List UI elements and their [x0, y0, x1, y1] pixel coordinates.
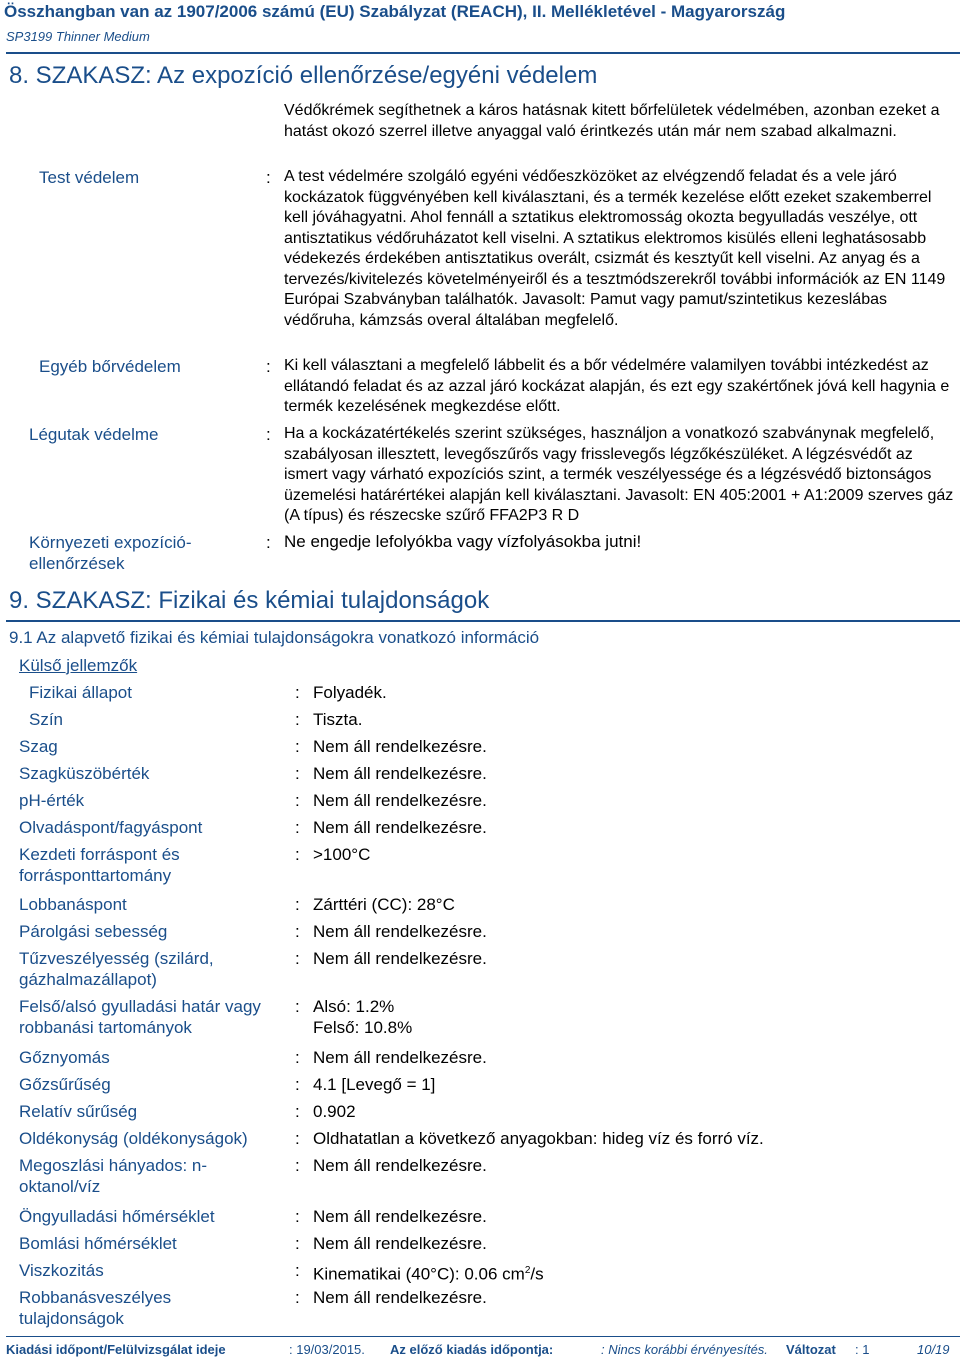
footer-version-value: : 1	[855, 1342, 870, 1357]
prop-value: Nem áll rendelkezésre.	[313, 1288, 487, 1307]
label-other-skin: Egyéb bőrvédelem	[39, 357, 181, 376]
prop-value: Tiszta.	[313, 710, 363, 729]
section9-divider	[6, 620, 960, 622]
external-characteristics-link[interactable]: Külső jellemzők	[19, 656, 138, 675]
colon: :	[295, 710, 300, 729]
prop-value: Folyadék.	[313, 683, 387, 702]
prop-label: Párolgási sebesség	[19, 922, 168, 941]
prop-label: Tűzveszélyesség (szilárd, gázhalmazállapot)	[19, 949, 214, 989]
text-body-protection: A test védelmére szolgáló egyéni védőeszközöket az elvégzendő feladat és a vele járó kockázatok függvényében kell kiválasztani, és a termék kezelése előtt ezeket szakemberrel kell jóváhagyatni. Ahol fennáll a sztatikus elektromosság okozta begyulladás veszélye, ott antisztatikus védőruházatot kell viselni. A sztatikus elektromos kisülés elleni leghatásosabb védekezés érdekében antisztatikus overált, csizmát és kesztyűt kell viselni. Az anyag és a tervezés/kivitelezés követelményeiről és a tesztmódszerekről további információk az EN 1149 Európai Szabványban találhatók. Javasolt: Pamut vagy pamut/szintetikus kezeslábas védőruha, kámzsás overal általában megfelelő.	[284, 168, 946, 329]
prop-label: Olvadáspont/fagyáspont	[19, 818, 203, 837]
colon: :	[295, 1207, 300, 1226]
prop-label: Kezdeti forráspont és forrásponttartomány	[19, 845, 180, 885]
prop-value: Nem áll rendelkezésre.	[313, 1234, 487, 1253]
footer-version-label: Változat	[786, 1342, 836, 1357]
prop-value: 0.902	[313, 1102, 356, 1121]
label-environmental: Környezeti expozíció-ellenőrzések	[29, 533, 192, 573]
prop-label: pH-érték	[19, 791, 85, 810]
colon: :	[266, 425, 271, 444]
prop-label: Fizikai állapot	[29, 683, 132, 702]
prop-label: Szag	[19, 737, 58, 756]
prop-label: Robbanásveszélyes tulajdonságok	[19, 1288, 172, 1328]
prop-value: Kinematikai (40°C): 0.06 $cm^2/s$	[313, 1264, 544, 1284]
colon: :	[295, 1102, 300, 1121]
text-respiratory: Ha a kockázatértékelés szerint szükséges, használjon a vonatkozó szabványnak megfelelő, szabályosan illesztett, levegőszűrős vagy frisslevegős légzőkészüléket. A légzésvédőt az ismert vagy várható expozíciós szint, a termék veszélyessége és a légzésvédő biztonságos üzemelési határértékei alapján kell kiválasztani. Javasolt: EN 405:2001 + A1:2009 szerves gáz (A típus) és részecske szűrő FFA2P3 R D	[284, 425, 954, 524]
section8-intro: Védőkrémek segíthetnek a káros hatásnak kitett bőrfelületek védelmében, azonban ezeket a hatást okozó szerrel illetve anyaggal való érintkezés után már nem szabad alkalmazni.	[284, 102, 940, 140]
footer-page: 10/19	[917, 1342, 950, 1357]
prop-label: Megoszlási hányados: n-oktanol/víz	[19, 1156, 208, 1196]
colon: :	[266, 357, 271, 376]
colon: :	[295, 683, 300, 702]
prop-value: Oldhatatlan a következő anyagokban: hideg víz és forró víz.	[313, 1129, 764, 1148]
colon: :	[295, 1075, 300, 1094]
prop-value: Zárttéri (CC): 28°C	[313, 895, 455, 914]
prop-value: Nem áll rendelkezésre.	[313, 737, 487, 756]
footer-date-label: Kiadási időpont/Felülvizsgálat ideje	[6, 1342, 226, 1357]
prop-value: 4.1 [Levegő = 1]	[313, 1075, 436, 1094]
prop-value: Felső: 10.8%	[313, 1018, 413, 1037]
colon: :	[266, 533, 271, 552]
prop-label: Relatív sűrűség	[19, 1102, 138, 1121]
prop-label: Gőzsűrűség	[19, 1075, 111, 1094]
colon: :	[295, 1048, 300, 1067]
colon: :	[295, 818, 300, 837]
colon: :	[295, 1288, 300, 1307]
footer-prev-value: : Nincs korábbi érvényesítés.	[601, 1342, 768, 1357]
prop-label: Viszkozitás	[19, 1261, 104, 1280]
text-other-skin: Ki kell választani a megfelelő lábbelit és a bőr védelmére valamilyen további intézkedést az ellátandó feladat és az azzal járó kockázat alapján, és ezt egy szakértőnek jóvá kell hagynia e termék kezelésének megkezdése előtt.	[284, 357, 950, 415]
prop-label: Szín	[29, 710, 64, 729]
prop-value: Nem áll rendelkezésre.	[313, 922, 487, 941]
prop-value: Nem áll rendelkezésre.	[313, 764, 487, 783]
prop-value: Nem áll rendelkezésre.	[313, 791, 487, 810]
footer-date-value: : 19/03/2015.	[289, 1342, 365, 1357]
prop-value: Nem áll rendelkezésre.	[313, 818, 487, 837]
colon: :	[266, 168, 271, 187]
colon: :	[295, 1156, 300, 1175]
label-body-protection: Test védelem	[39, 168, 140, 187]
prop-value: >100°C	[313, 845, 371, 864]
prop-label: Lobbanáspont	[19, 895, 127, 914]
footer-prev-label: Az előző kiadás időpontja:	[390, 1342, 554, 1357]
section9-subtitle: 9.1 Az alapvető fizikai és kémiai tulajdonságokra vonatkozó információ	[9, 628, 540, 647]
colon: :	[295, 1234, 300, 1253]
prop-value: Nem áll rendelkezésre.	[313, 949, 487, 968]
regulation-title: Összhangban van az 1907/2006 számú (EU) Szabályzat (REACH), II. Mellékletével - Magyarország	[4, 2, 786, 21]
text-environmental: Ne engedje lefolyókba vagy vízfolyásokba jutni!	[284, 532, 642, 551]
prop-label: Szagküszöbérték	[19, 764, 150, 783]
prop-label: Felső/alsó gyulladási határ vagy robbanási tartományok	[19, 997, 261, 1037]
colon: :	[295, 997, 300, 1016]
colon: :	[295, 737, 300, 756]
prop-value: Alsó: 1.2%	[313, 997, 395, 1016]
prop-label: Oldékonyság (oldékonyságok)	[19, 1129, 248, 1148]
prop-label: Öngyulladási hőmérséklet	[19, 1207, 215, 1226]
prop-value: Nem áll rendelkezésre.	[313, 1048, 487, 1067]
prop-value: Nem áll rendelkezésre.	[313, 1207, 487, 1226]
prop-label: Gőznyomás	[19, 1048, 110, 1067]
colon: :	[295, 845, 300, 864]
colon: :	[295, 1129, 300, 1148]
section9-title: 9. SZAKASZ: Fizikai és kémiai tulajdonságok	[9, 587, 490, 614]
header-divider	[6, 52, 960, 54]
colon: :	[295, 949, 300, 968]
colon: :	[295, 791, 300, 810]
product-name: SP3199 Thinner Medium	[6, 29, 150, 44]
footer-divider	[6, 1336, 960, 1337]
label-respiratory: Légutak védelme	[29, 425, 159, 444]
colon: :	[295, 764, 300, 783]
prop-label: Bomlási hőmérséklet	[19, 1234, 177, 1253]
colon: :	[295, 1261, 300, 1280]
colon: :	[295, 922, 300, 941]
prop-value: Nem áll rendelkezésre.	[313, 1156, 487, 1175]
colon: :	[295, 895, 300, 914]
section8-title: 8. SZAKASZ: Az expozíció ellenőrzése/egyéni védelem	[9, 62, 598, 89]
